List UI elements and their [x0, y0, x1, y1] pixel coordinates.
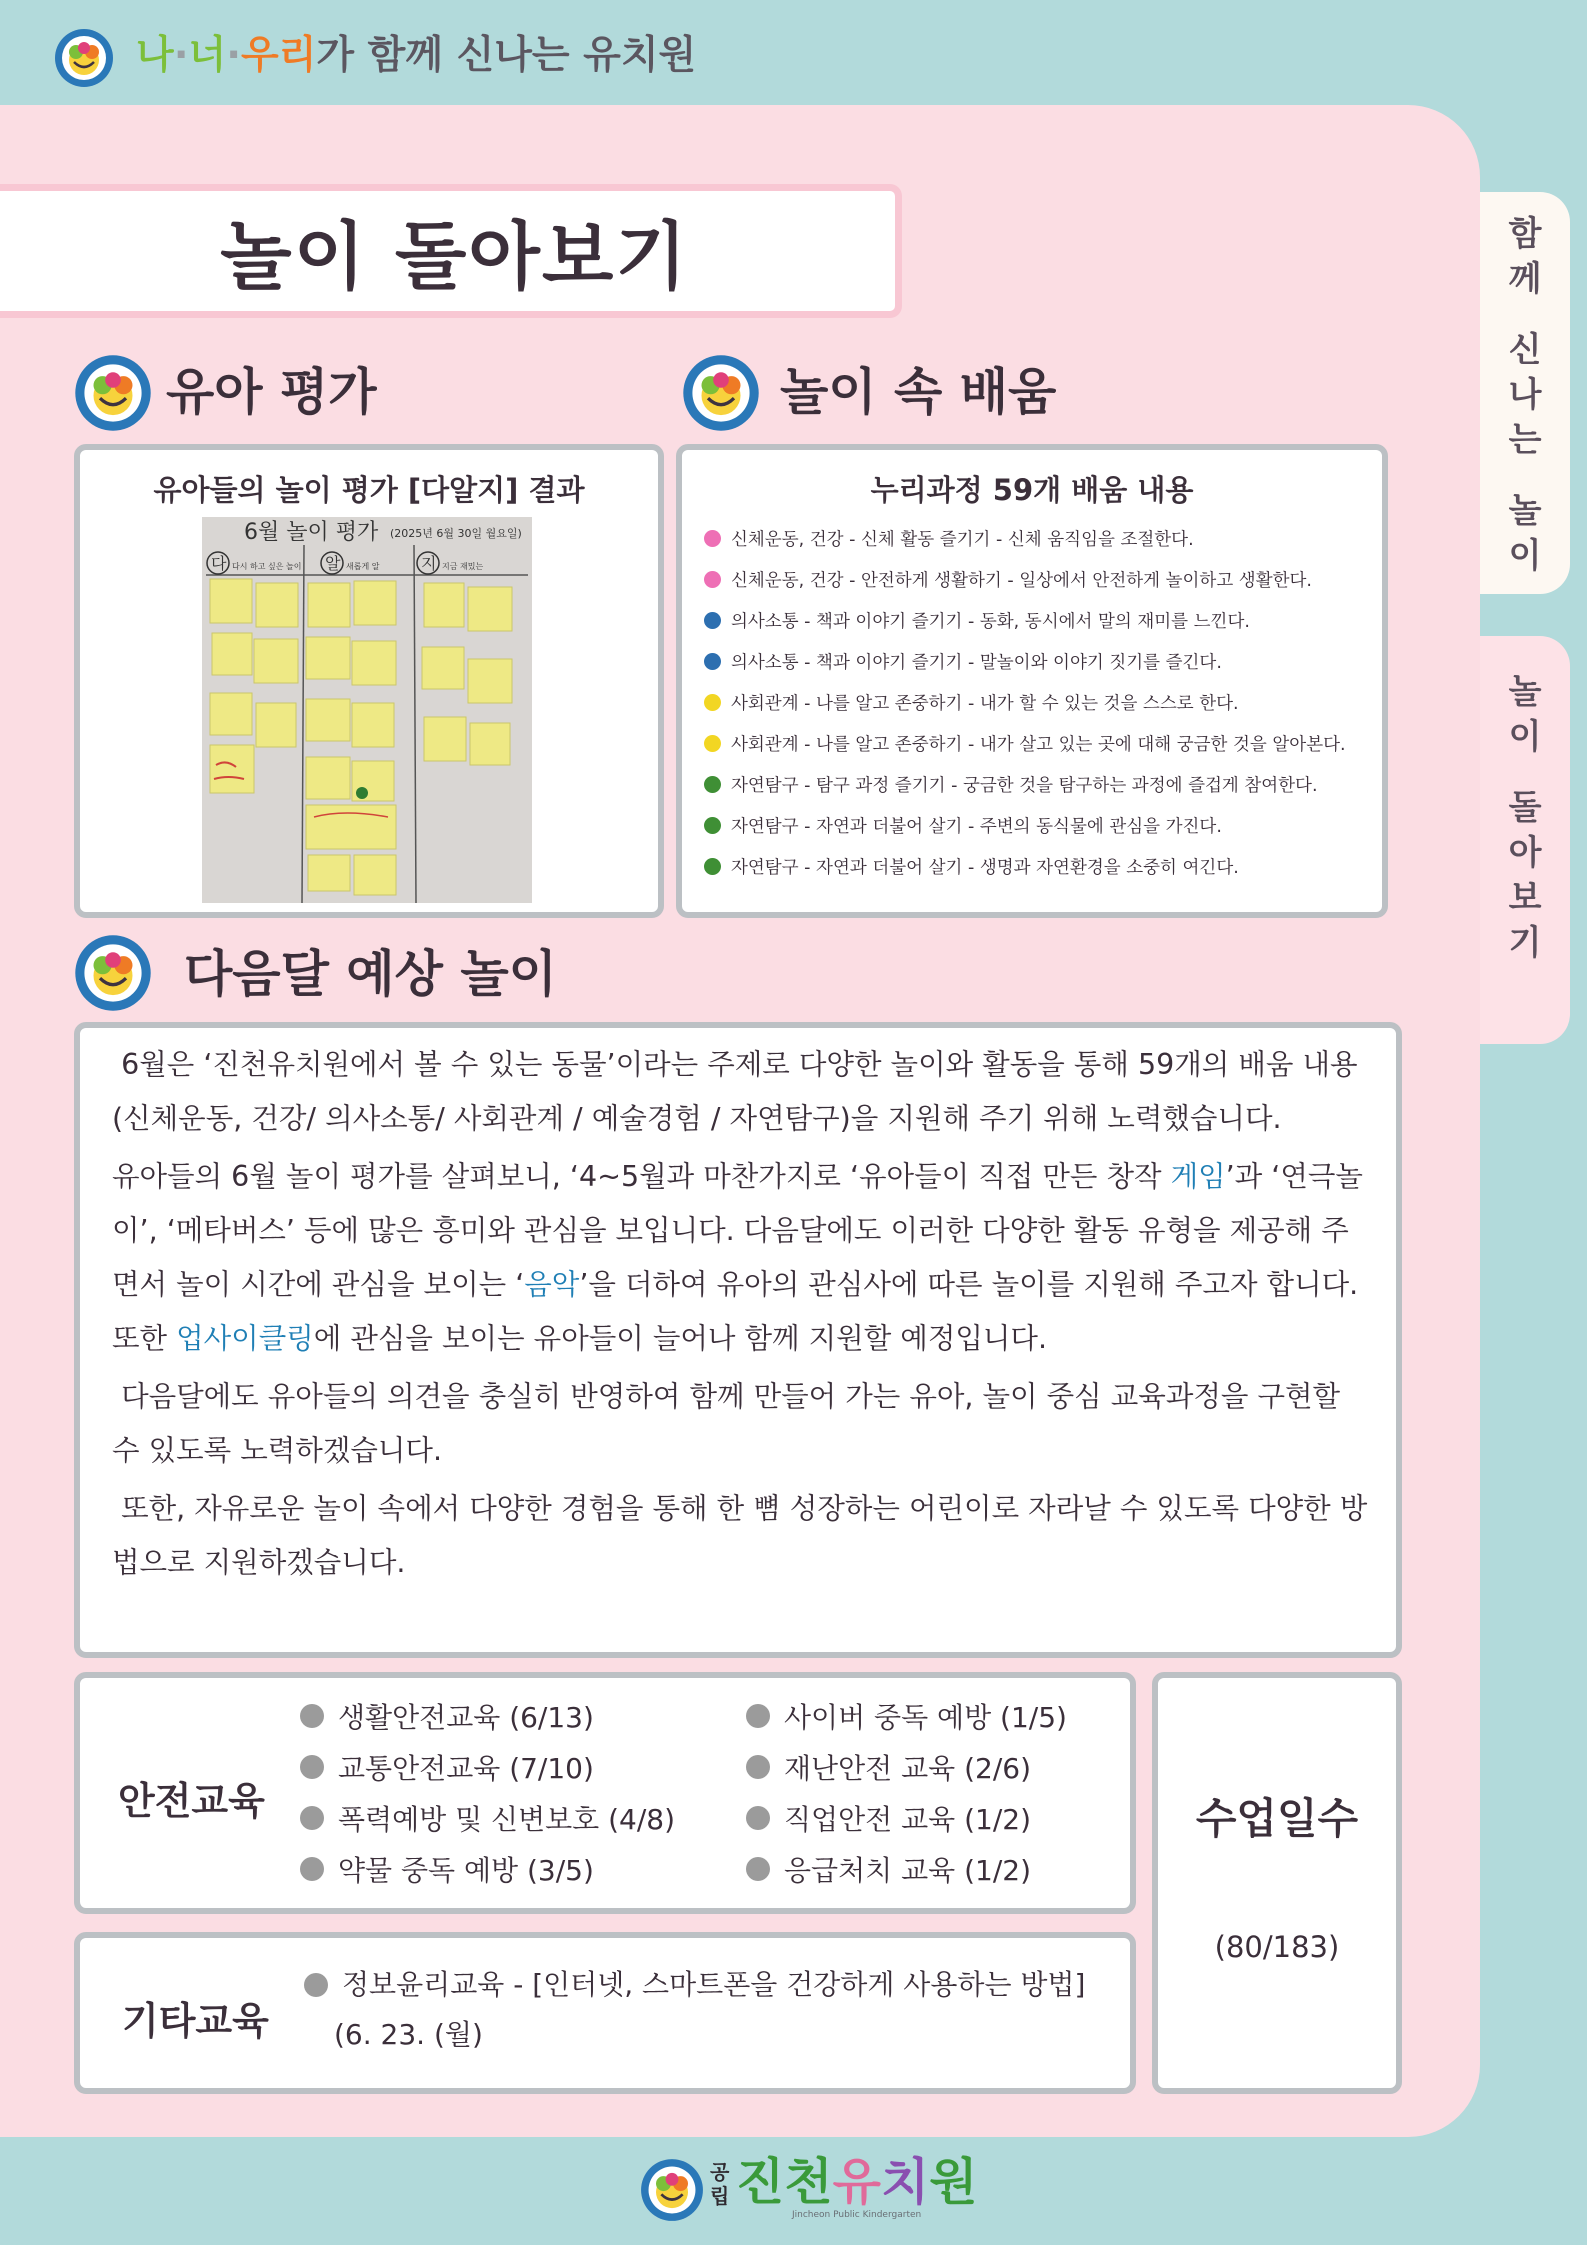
bullet-icon: [300, 1704, 324, 1728]
photo-title: 6월 놀이 평가: [244, 520, 379, 545]
learning-item-text: 신체운동, 건강 - 신체 활동 즐기기 - 신체 움직임을 조절한다.: [731, 530, 1194, 550]
section-logo-icon: [682, 354, 760, 432]
bullet-icon: [704, 571, 721, 588]
safety-item-text: 교통안전교육 (7/10): [338, 1751, 594, 1785]
safety-item: [300, 1792, 675, 1843]
svg-text:지금 재밌는: 지금 재밌는: [442, 562, 484, 571]
bullet-icon: [746, 1806, 770, 1830]
footer-public-label: 공 립: [710, 2160, 730, 2208]
safety-item: [300, 1690, 675, 1741]
side-tab-review-char: 놀: [1508, 672, 1542, 712]
side-tab-review-char: 돌: [1508, 788, 1542, 828]
footer-english-name: Jincheon Public Kindergarten: [792, 2210, 922, 2220]
next-month-box: [74, 1022, 1402, 1658]
bullet-icon: [300, 1755, 324, 1779]
next-month-paragraph: 유아들의 6월 놀이 평가를 살펴보니, ‘4~5월과 마찬가지로 ‘유아들이 직접 만든 창작 게임’과 ‘연극놀이’, ‘메타버스’ 등에 많은 흥미와 관심을 보입니다. 다음달에도 이러한 다양한 활동 유형을 제공해 주면서 놀이 시간에 관심을 보이는 ‘음악’을 더하여 유아의 관심사에 따른 놀이를 지원해 주고자 합니다. 또한 업사이클링에 관심을 보이는 유아들이 늘어나 함께 지원할 예정입니다.: [112, 1160, 1363, 1355]
evaluation-heading: 유아 평가: [166, 363, 377, 421]
other-item: 정보윤리교육 - [인터넷, 스마트폰을 건강하게 사용하는 방법] (6. 23. (월): [304, 1960, 1085, 2060]
days-label: 수업일수: [1195, 1794, 1359, 1843]
bullet-icon: [704, 817, 721, 834]
highlight-music: 음악: [524, 1268, 580, 1301]
side-tab-review-char: 보: [1508, 878, 1542, 918]
learning-item-text: 자연탐구 - 자연과 더불어 살기 - 생명과 자연환경을 소중히 여긴다.: [731, 858, 1239, 878]
bullet-icon: [704, 694, 721, 711]
evaluation-photo: [202, 517, 532, 903]
learning-item-text: 의사소통 - 책과 이야기 즐기기 - 말놀이와 이야기 짓기를 즐긴다.: [731, 653, 1222, 673]
next-month-heading: 다음달 예상 놀이: [184, 945, 557, 1003]
safety-item: [746, 1741, 1067, 1792]
learning-heading: 놀이 속 배움: [780, 363, 1057, 421]
footer-logo-icon: [640, 2158, 704, 2222]
side-tab-review-char: 이: [1508, 717, 1542, 757]
bullet-icon: [300, 1857, 324, 1881]
safety-label: 안전교육: [118, 1779, 265, 1823]
next-month-paragraph: 6월은 ‘진천유치원에서 볼 수 있는 동물’이라는 주제로 다양한 놀이와 활동을 통해 59개의 배움 내용(신체운동, 건강/ 의사소통/ 사회관계 / 예술경험 / 자연탐구)을 지원해 주기 위해 노력했습니다.: [112, 1048, 1358, 1135]
bullet-icon: [704, 858, 721, 875]
svg-text:다시 하고 싶은 놀이: 다시 하고 싶은 놀이: [232, 562, 302, 571]
safety-item: [300, 1843, 675, 1894]
safety-box: [74, 1672, 1136, 1914]
other-label: 기타교육: [122, 1999, 269, 2043]
side-tab-fun-char: 놀: [1508, 491, 1542, 531]
safety-item-text: 생활안전교육 (6/13): [338, 1700, 594, 1734]
safety-item-text: 사이버 중독 예방 (1/5): [784, 1700, 1067, 1734]
kindergarten-logo-icon: [54, 28, 114, 88]
side-tab-fun-char: 께: [1508, 259, 1542, 299]
highlight-upcycling: 업사이클링: [176, 1322, 314, 1355]
side-tab-review[interactable]: [1480, 636, 1570, 1044]
safety-list-right: [746, 1690, 1067, 1894]
learning-list: [704, 518, 1384, 887]
learning-item-text: 자연탐구 - 탐구 과정 즐기기 - 궁금한 것을 탐구하는 과정에 즐겁게 참여한다.: [731, 776, 1318, 796]
safety-item: [746, 1690, 1067, 1741]
section-logo-icon: [74, 934, 152, 1012]
learning-box-title: 누리과정 59개 배움 내용: [870, 473, 1194, 507]
learning-item-text: 사회관계 - 나를 알고 존중하기 - 내가 살고 있는 곳에 대해 궁금한 것을 알아본다.: [731, 735, 1346, 755]
page-title-banner: [0, 184, 902, 318]
days-value: (80/183): [1214, 1930, 1340, 1964]
side-tab-fun-char: 는: [1508, 420, 1542, 460]
section-logo-icon: [74, 354, 152, 432]
side-tab-fun-char: 함: [1508, 214, 1542, 254]
other-box: [74, 1932, 1136, 2094]
safety-list-left: [300, 1690, 675, 1894]
learning-item-text: 의사소통 - 책과 이야기 즐기기 - 동화, 동시에서 말의 재미를 느낀다.: [731, 612, 1250, 632]
bullet-icon: [746, 1755, 770, 1779]
side-tab-fun-char: 신: [1508, 330, 1542, 370]
svg-text:다: 다: [211, 554, 227, 573]
learning-item: [704, 764, 1384, 805]
next-month-body: [112, 1038, 1372, 1594]
safety-item: [300, 1741, 675, 1792]
safety-item-text: 응급처치 교육 (1/2): [784, 1853, 1031, 1887]
learning-item: [704, 682, 1384, 723]
learning-item: [704, 805, 1384, 846]
safety-item-text: 직업안전 교육 (1/2): [784, 1802, 1031, 1836]
safety-item-text: 폭력예방 및 신변보호 (4/8): [338, 1802, 676, 1836]
learning-item: [704, 723, 1384, 764]
safety-item-text: 재난안전 교육 (2/6): [784, 1751, 1031, 1785]
learning-item-text: 신체운동, 건강 - 안전하게 생활하기 - 일상에서 안전하게 놀이하고 생활한다.: [731, 571, 1312, 591]
safety-item-text: 약물 중독 예방 (3/5): [338, 1853, 594, 1887]
bullet-icon: [704, 530, 721, 547]
safety-item: [746, 1792, 1067, 1843]
bullet-icon: [704, 612, 721, 629]
bullet-icon: [704, 735, 721, 752]
bullet-icon: [746, 1704, 770, 1728]
learning-item: [704, 559, 1384, 600]
side-tab-review-char: 기: [1508, 923, 1542, 963]
bullet-icon: [300, 1806, 324, 1830]
learning-item: [704, 600, 1384, 641]
learning-item-text: 자연탐구 - 자연과 더불어 살기 - 주변의 동식물에 관심을 가진다.: [731, 817, 1222, 837]
days-box: [1152, 1672, 1402, 2094]
next-month-paragraph: 다음달에도 유아들의 의견을 충실히 반영하여 함께 만들어 가는 유아, 놀이 중심 교육과정을 구현할 수 있도록 노력하겠습니다.: [112, 1380, 1341, 1467]
safety-item: [746, 1843, 1067, 1894]
footer-kindergarten-name: 진천유치원: [736, 2153, 978, 2211]
next-month-paragraph: 또한, 자유로운 놀이 속에서 다양한 경험을 통해 한 뼘 성장하는 어린이로 자라날 수 있도록 다양한 방법으로 지원하겠습니다.: [112, 1492, 1368, 1579]
evaluation-box-title: 유아들의 놀이 평가 [다알지] 결과: [153, 473, 585, 507]
highlight-game: 게임: [1170, 1160, 1226, 1193]
svg-text:알: 알: [325, 554, 341, 573]
learning-item: [704, 846, 1384, 887]
learning-item: [704, 518, 1384, 559]
side-tab-review-char: 아: [1508, 833, 1542, 873]
side-tab-fun[interactable]: [1480, 192, 1570, 594]
learning-box: [676, 444, 1388, 918]
bullet-icon: [704, 653, 721, 670]
learning-item-text: 사회관계 - 나를 알고 존중하기 - 내가 할 수 있는 것을 스스로 한다.: [731, 694, 1239, 714]
side-tab-fun-char: 이: [1508, 536, 1542, 576]
header-slogan: 나·너·우리가 함께 신나는 유치원: [136, 33, 697, 78]
bullet-icon: [704, 776, 721, 793]
page-title: 놀이 돌아보기: [220, 214, 689, 300]
bullet-icon: [746, 1857, 770, 1881]
svg-text:새롭게 알: 새롭게 알: [346, 562, 380, 571]
learning-item: [704, 641, 1384, 682]
bullet-icon: [304, 1973, 328, 1997]
svg-text:(2025년 6월 30일 월요일): (2025년 6월 30일 월요일): [390, 527, 522, 540]
side-tab-fun-char: 나: [1508, 375, 1542, 415]
svg-text:지: 지: [421, 554, 437, 573]
